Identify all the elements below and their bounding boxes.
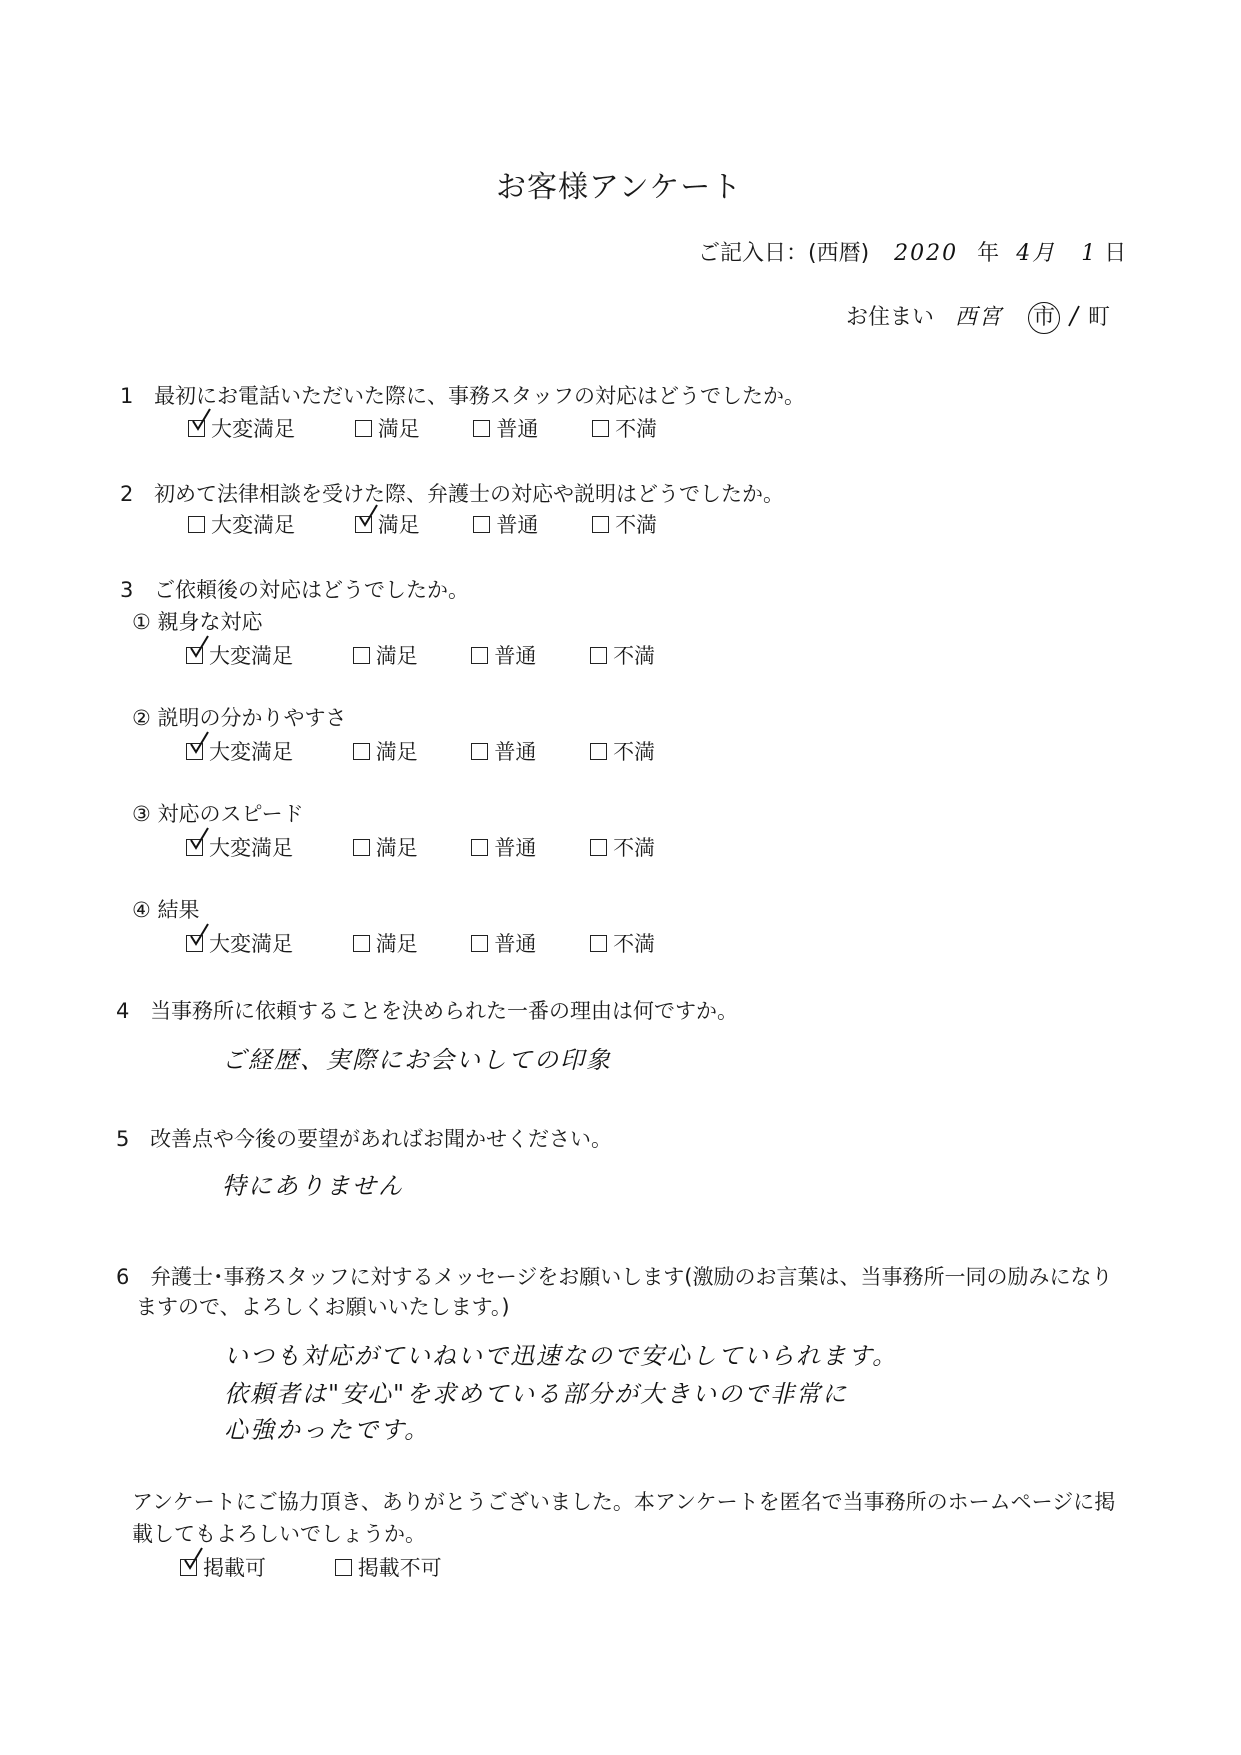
check-mark-icon bbox=[188, 826, 210, 852]
option-label: 大変満足 bbox=[209, 932, 293, 956]
q2-option-normal[interactable] bbox=[473, 509, 585, 539]
option-label: 普通 bbox=[494, 644, 537, 668]
option-satisfied[interactable] bbox=[353, 928, 465, 958]
question-5 bbox=[116, 1123, 612, 1153]
question-text: 初めて法律相談を受けた際、弁護士の対応や説明はどうでしたか。 bbox=[154, 482, 785, 506]
option-label: 満足 bbox=[375, 740, 418, 764]
checkbox-checked[interactable] bbox=[355, 516, 372, 533]
q6-answer-line-3[interactable]: 心強かったです。 bbox=[224, 1416, 431, 1444]
checkbox[interactable] bbox=[471, 839, 488, 856]
q1-options bbox=[188, 413, 657, 443]
option-normal[interactable] bbox=[471, 640, 583, 670]
option-label: 大変満足 bbox=[209, 644, 293, 668]
option-label: 不満 bbox=[615, 417, 658, 441]
option-label: 大変満足 bbox=[211, 513, 295, 537]
q1-option-satisfied[interactable] bbox=[355, 413, 467, 443]
check-mark-icon bbox=[188, 922, 210, 948]
q3-sub-2-options bbox=[186, 736, 655, 766]
option-label: 大変満足 bbox=[209, 836, 293, 860]
publish-allowed-option[interactable] bbox=[180, 1552, 328, 1582]
option-label: 不満 bbox=[613, 932, 656, 956]
address-label: お住まい bbox=[846, 305, 935, 330]
q1-option-very-satisfied[interactable] bbox=[188, 413, 348, 443]
q3-sub-4-options bbox=[186, 928, 655, 958]
option-label: 普通 bbox=[494, 932, 537, 956]
question-text-line1: 弁護士･事務スタッフに対するメッセージをお願いします(激励のお言葉は、当事務所一同の励みになり bbox=[150, 1265, 1113, 1289]
option-label: 不満 bbox=[613, 644, 656, 668]
q5-answer[interactable]: 特にありません bbox=[222, 1172, 404, 1200]
question-number: 2 bbox=[120, 482, 134, 506]
question-text: 当事務所に依頼することを決められた一番の理由は何ですか。 bbox=[150, 999, 739, 1023]
closing-line-2: 載してもよろしいでしょうか。 bbox=[132, 1522, 426, 1546]
q3-sub-1-options bbox=[186, 640, 655, 670]
option-satisfied[interactable] bbox=[353, 832, 465, 862]
date-day: 1 bbox=[1081, 241, 1098, 266]
checkbox-checked[interactable] bbox=[186, 839, 203, 856]
option-label: 普通 bbox=[496, 417, 539, 441]
q2-option-very-satisfied[interactable] bbox=[188, 509, 348, 539]
question-6 bbox=[116, 1261, 1113, 1291]
option-normal[interactable] bbox=[471, 928, 583, 958]
date-month: 4月 bbox=[1016, 241, 1057, 266]
option-label: 掲載可 bbox=[203, 1556, 266, 1580]
option-label: 満足 bbox=[377, 417, 420, 441]
date-row bbox=[698, 236, 1126, 267]
checkbox[interactable] bbox=[353, 647, 370, 664]
option-dissatisfied[interactable] bbox=[590, 928, 655, 958]
check-mark-icon bbox=[190, 407, 212, 433]
option-dissatisfied[interactable] bbox=[590, 832, 655, 862]
checkbox[interactable] bbox=[590, 839, 607, 856]
checkbox[interactable] bbox=[188, 516, 205, 533]
question-number: 5 bbox=[116, 1127, 130, 1151]
q2-options bbox=[188, 509, 657, 539]
option-label: 普通 bbox=[494, 740, 537, 764]
option-dissatisfied[interactable] bbox=[590, 736, 655, 766]
checkbox[interactable] bbox=[355, 420, 372, 437]
checkbox[interactable] bbox=[471, 935, 488, 952]
check-mark-icon bbox=[188, 634, 210, 660]
option-label: 普通 bbox=[496, 513, 539, 537]
checkbox-checked[interactable] bbox=[186, 935, 203, 952]
checkbox[interactable] bbox=[592, 420, 609, 437]
checkbox-checked[interactable] bbox=[188, 420, 205, 437]
check-mark-icon bbox=[182, 1546, 204, 1572]
q1-option-dissatisfied[interactable] bbox=[592, 413, 657, 443]
checkbox[interactable] bbox=[590, 743, 607, 760]
checkbox-checked[interactable] bbox=[180, 1559, 197, 1576]
address-city-circled: 市 bbox=[1028, 302, 1060, 334]
checkbox[interactable] bbox=[335, 1559, 352, 1576]
question-text: 最初にお電話いただいた際に、事務スタッフの対応はどうでしたか。 bbox=[154, 384, 806, 408]
q6-answer-line-1[interactable]: いつも対応がていねいで迅速なので安心していられます。 bbox=[224, 1342, 899, 1370]
question-4 bbox=[116, 995, 738, 1025]
date-label: ご記入日：(西暦) bbox=[698, 241, 870, 266]
question-6-line2: ますので、よろしくお願いいたします。) bbox=[136, 1295, 510, 1319]
q3-sub-2-label: ② 説明の分かりやすさ bbox=[132, 706, 347, 730]
question-number: 6 bbox=[116, 1265, 130, 1289]
q3-sub-3-options bbox=[186, 832, 655, 862]
checkbox-checked[interactable] bbox=[186, 647, 203, 664]
option-very-satisfied[interactable] bbox=[186, 832, 346, 862]
slash-mark bbox=[1067, 304, 1081, 328]
option-very-satisfied[interactable] bbox=[186, 640, 346, 670]
date-year-unit: 年 bbox=[977, 241, 1000, 266]
option-label: 不満 bbox=[613, 740, 656, 764]
publish-denied-option[interactable] bbox=[335, 1552, 442, 1582]
checkbox[interactable] bbox=[353, 743, 370, 760]
checkbox[interactable] bbox=[471, 647, 488, 664]
option-satisfied[interactable] bbox=[353, 736, 465, 766]
checkbox[interactable] bbox=[353, 935, 370, 952]
option-very-satisfied[interactable] bbox=[186, 736, 346, 766]
checkbox[interactable] bbox=[473, 420, 490, 437]
option-label: 普通 bbox=[494, 836, 537, 860]
q1-option-normal[interactable] bbox=[473, 413, 585, 443]
q3-sub-3-label: ③ 対応のスピード bbox=[132, 802, 304, 826]
address-row bbox=[846, 300, 1110, 334]
q2-option-satisfied[interactable] bbox=[355, 509, 467, 539]
date-year: 2020 bbox=[894, 241, 959, 266]
checkbox[interactable] bbox=[353, 839, 370, 856]
option-label: 満足 bbox=[377, 513, 420, 537]
option-label: 大変満足 bbox=[211, 417, 295, 441]
option-normal[interactable] bbox=[471, 736, 583, 766]
q2-option-dissatisfied[interactable] bbox=[592, 509, 657, 539]
checkbox[interactable] bbox=[471, 743, 488, 760]
option-label: 大変満足 bbox=[209, 740, 293, 764]
question-2 bbox=[120, 478, 784, 508]
checkbox-checked[interactable] bbox=[186, 743, 203, 760]
option-label: 掲載不可 bbox=[357, 1556, 442, 1580]
check-mark-icon bbox=[188, 730, 210, 756]
question-number: 1 bbox=[120, 384, 134, 408]
question-number: 4 bbox=[116, 999, 130, 1023]
option-label: 不満 bbox=[613, 836, 656, 860]
address-value: 西宮 bbox=[955, 305, 1004, 330]
checkbox[interactable] bbox=[473, 516, 490, 533]
option-label: 不満 bbox=[615, 513, 658, 537]
address-town: 町 bbox=[1088, 305, 1111, 330]
option-label: 満足 bbox=[375, 836, 418, 860]
checkbox[interactable] bbox=[590, 647, 607, 664]
question-text: 改善点や今後の要望があればお聞かせください。 bbox=[150, 1127, 613, 1151]
option-very-satisfied[interactable] bbox=[186, 928, 346, 958]
publish-options bbox=[180, 1552, 442, 1582]
checkbox[interactable] bbox=[590, 935, 607, 952]
option-normal[interactable] bbox=[471, 832, 583, 862]
q3-sub-1-label: ① 親身な対応 bbox=[132, 610, 263, 634]
option-label: 満足 bbox=[375, 644, 418, 668]
option-label: 満足 bbox=[375, 932, 418, 956]
question-number: 3 bbox=[120, 578, 134, 602]
date-day-unit: 日 bbox=[1104, 241, 1127, 266]
question-3 bbox=[120, 574, 469, 604]
check-mark-icon bbox=[357, 503, 379, 529]
question-text: ご依頼後の対応はどうでしたか。 bbox=[154, 578, 470, 602]
q3-sub-4-label: ④ 結果 bbox=[132, 898, 200, 922]
q6-answer-line-2[interactable]: 依頼者は"安心"を求めている部分が大きいので非常に bbox=[224, 1380, 849, 1408]
checkbox[interactable] bbox=[592, 516, 609, 533]
question-1 bbox=[120, 380, 805, 410]
option-dissatisfied[interactable] bbox=[590, 640, 655, 670]
q4-answer[interactable]: ご経歴、実際にお会いしての印象 bbox=[222, 1046, 612, 1074]
option-satisfied[interactable] bbox=[353, 640, 465, 670]
page-title: お客様アンケート bbox=[496, 170, 743, 205]
closing-line-1: アンケートにご協力頂き、ありがとうございました。本アンケートを匿名で当事務所のホームページに掲 bbox=[132, 1490, 1116, 1514]
